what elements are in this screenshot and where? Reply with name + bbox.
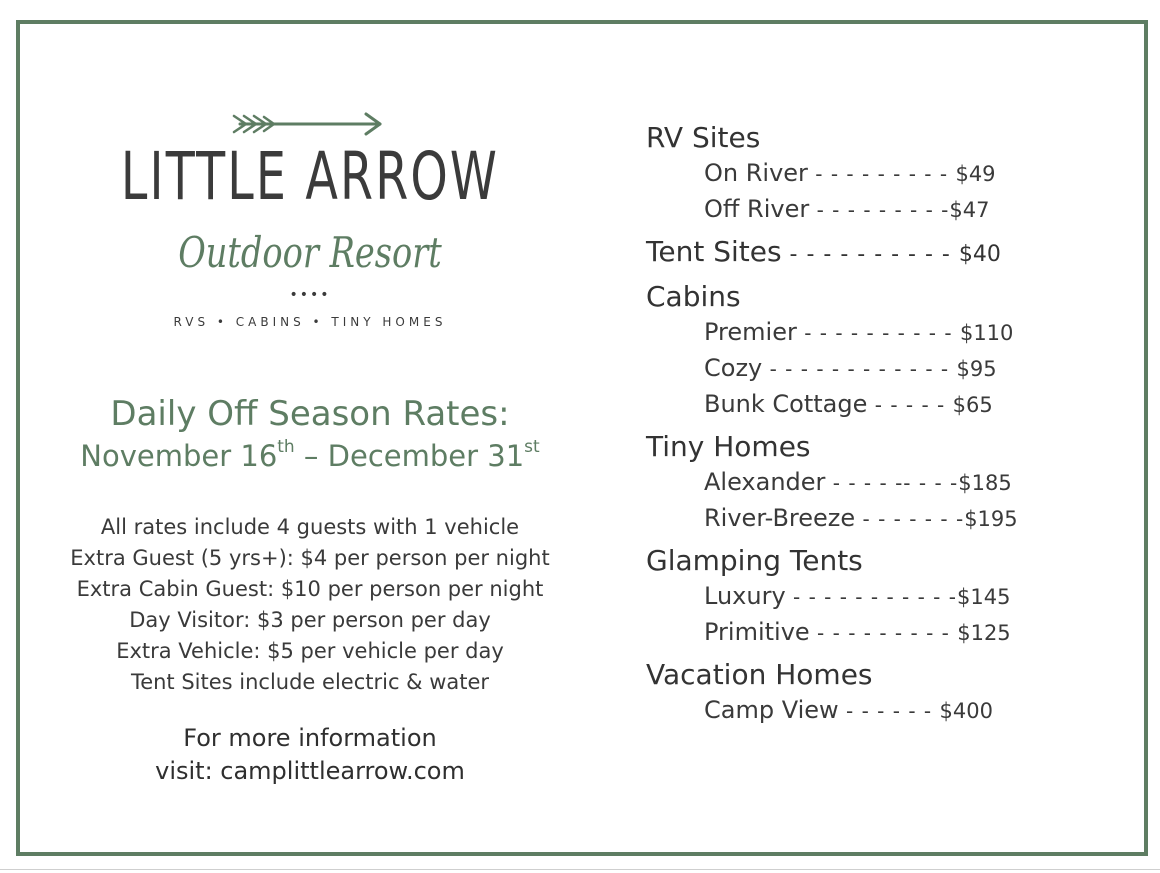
category-vacation-homes bbox=[646, 657, 1046, 729]
item-name: Bunk Cottage bbox=[704, 390, 868, 418]
item-name: Luxury bbox=[704, 582, 786, 610]
rate-item bbox=[646, 156, 1046, 192]
rate-item bbox=[646, 579, 1046, 615]
rate-rules bbox=[40, 512, 580, 698]
rate-item bbox=[646, 501, 1046, 537]
arrow-icon bbox=[230, 108, 390, 140]
dot-leader: - - - - - - - - - - - - bbox=[762, 357, 957, 381]
logo-tagline: RVS • CABINS • TINY HOMES bbox=[173, 315, 447, 329]
item-price: $145 bbox=[956, 585, 1011, 609]
item-name: Alexander bbox=[704, 468, 826, 496]
website-link[interactable]: visit: camplittlearrow.com bbox=[155, 757, 465, 786]
rule-line: Tent Sites include electric & water bbox=[130, 670, 490, 695]
dot-leader: - - - - - - - - - - - bbox=[785, 585, 957, 609]
rate-item bbox=[646, 315, 1046, 351]
category-title: Cabins bbox=[646, 280, 741, 313]
category-title: Tent Sites bbox=[646, 235, 782, 268]
end-suffix: st bbox=[524, 437, 540, 458]
item-price: $47 bbox=[949, 198, 990, 222]
item-price: $95 bbox=[956, 357, 997, 381]
item-price: $400 bbox=[939, 699, 993, 723]
item-price: $125 bbox=[957, 621, 1011, 645]
bottom-divider bbox=[0, 869, 1160, 870]
brand-script: Outdoor Resort bbox=[178, 228, 442, 277]
season-dates bbox=[40, 439, 580, 474]
category-tent-sites bbox=[646, 234, 1046, 273]
category-cabins bbox=[646, 279, 1046, 423]
category-tiny-homes bbox=[646, 429, 1046, 537]
dot-leader: - - - - -- - - - bbox=[825, 471, 959, 495]
dot-leader: - - - - - - bbox=[838, 699, 940, 723]
rate-item bbox=[646, 387, 1046, 423]
rate-item bbox=[646, 693, 1046, 729]
rates-list bbox=[646, 120, 1046, 735]
item-price: $49 bbox=[955, 162, 996, 186]
logo-dots: •••• bbox=[289, 287, 331, 303]
category-title: Tiny Homes bbox=[646, 430, 811, 463]
rule-line: Extra Vehicle: $5 per vehicle per day bbox=[116, 639, 504, 664]
item-price: $65 bbox=[952, 393, 993, 417]
rate-item bbox=[646, 192, 1046, 228]
rule-line: Day Visitor: $3 per person per day bbox=[129, 608, 491, 633]
logo bbox=[40, 100, 580, 340]
item-name: River-Breeze bbox=[704, 504, 856, 532]
dot-leader: - - - - - - - - - bbox=[809, 198, 950, 222]
start-suffix: th bbox=[277, 437, 295, 458]
category-title: Vacation Homes bbox=[646, 658, 873, 691]
rate-item bbox=[646, 615, 1046, 651]
dot-leader: - - - - - - - bbox=[855, 507, 965, 531]
season-title: Daily Off Season Rates: bbox=[110, 394, 510, 434]
item-price: $40 bbox=[958, 242, 1001, 267]
date-separator: – bbox=[294, 439, 328, 474]
dot-leader: - - - - - - - - - bbox=[807, 162, 956, 186]
category-title: Glamping Tents bbox=[646, 544, 863, 577]
category-rv-sites bbox=[646, 120, 1046, 228]
tent-sites-line bbox=[646, 234, 1046, 273]
item-price: $195 bbox=[964, 507, 1018, 531]
dot-leader: - - - - - - - - - - bbox=[781, 242, 959, 267]
item-name: Camp View bbox=[704, 696, 839, 724]
dot-leader: - - - - - bbox=[867, 393, 953, 417]
item-name: On River bbox=[704, 159, 808, 187]
more-info bbox=[40, 722, 580, 788]
rule-line: Extra Guest (5 yrs+): $4 per person per night bbox=[70, 546, 550, 571]
item-name: Premier bbox=[704, 318, 797, 346]
item-price: $185 bbox=[958, 471, 1012, 495]
item-name: Cozy bbox=[704, 354, 763, 382]
end-day: December 31 bbox=[327, 439, 525, 474]
dot-leader: - - - - - - - - - - bbox=[796, 321, 960, 345]
rate-item bbox=[646, 351, 1046, 387]
dot-leader: - - - - - - - - - bbox=[809, 621, 958, 645]
info-line: For more information bbox=[183, 724, 437, 753]
category-title: RV Sites bbox=[646, 121, 761, 154]
item-name: Off River bbox=[704, 195, 810, 223]
left-column bbox=[40, 100, 580, 788]
start-day: November 16 bbox=[80, 439, 278, 474]
item-name: Primitive bbox=[704, 618, 810, 646]
item-price: $110 bbox=[959, 321, 1014, 345]
brand-name: LITTLE ARROW bbox=[120, 138, 500, 215]
rate-item bbox=[646, 465, 1046, 501]
category-glamping-tents bbox=[646, 543, 1046, 651]
rule-line: All rates include 4 guests with 1 vehicle bbox=[100, 515, 520, 540]
rule-line: Extra Cabin Guest: $10 per person per night bbox=[76, 577, 544, 602]
